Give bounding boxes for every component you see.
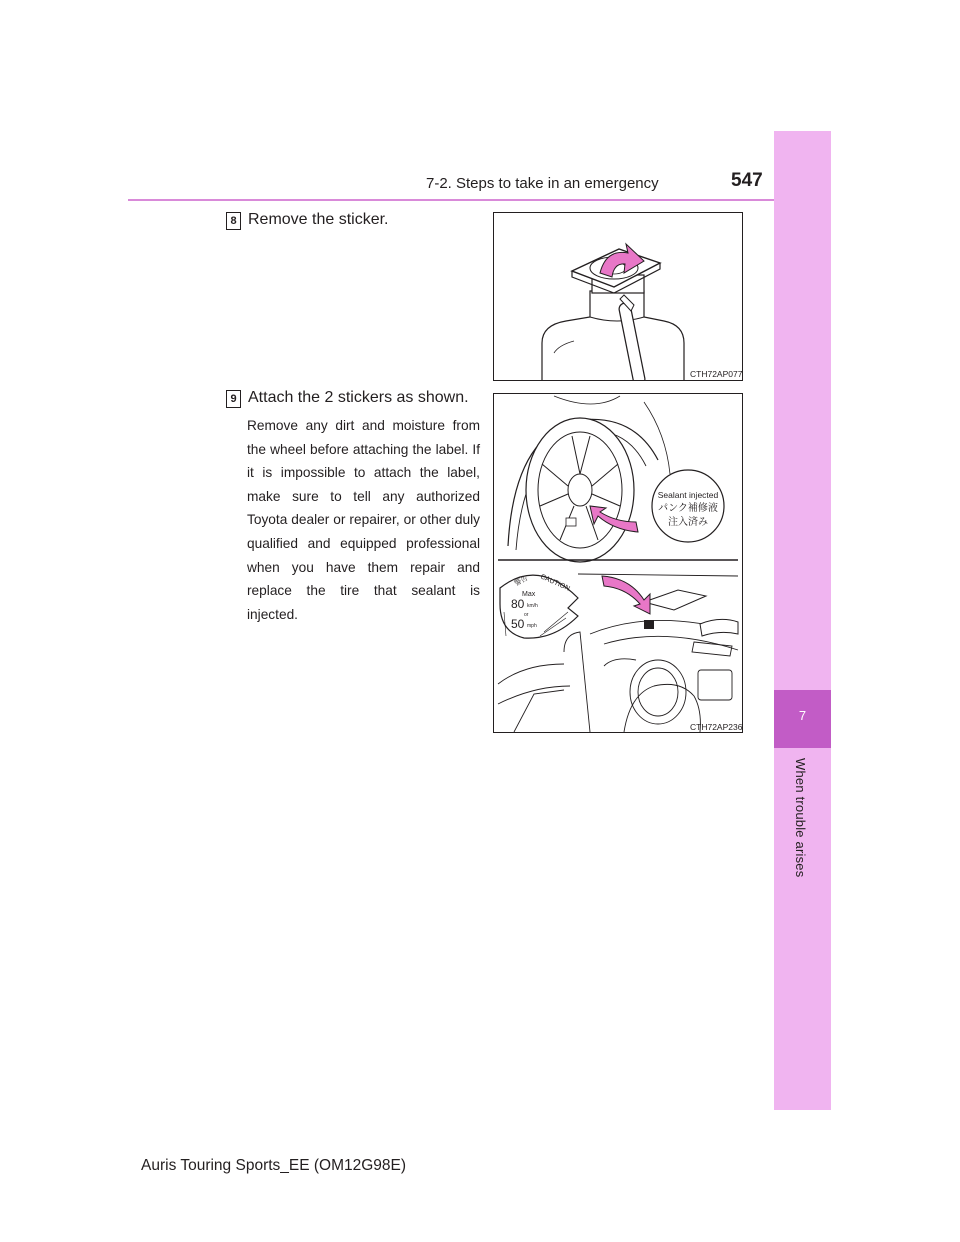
header-rule [128,199,831,201]
footer-model-text: Auris Touring Sports_EE (OM12G98E) [141,1157,407,1174]
dash-sticker-or: or [524,612,529,618]
step-body-9: Remove any dirt and moisture from the wheel before attaching the label. If it is impossible to attach the label, make sure to tell any authorized Toyota dealer or repairer, or other duly qualified and equipped professional when you have them repair and replace the tire that sealant is injected. [247,418,480,622]
sealant-bottle-illustration [494,213,742,380]
figure-remove-sticker [493,212,743,381]
wheel-sticker-en: Sealant injected [657,490,719,500]
dash-sticker-max: Max [522,591,536,598]
dash-sticker-warn: 警告 [513,574,530,588]
page-number: 547 [731,170,763,191]
figure-code: CTH72AP236 [690,722,743,732]
chapter-number: 7 [798,708,807,723]
dash-sticker-kmh: 80 [511,597,525,611]
dash-sticker-mph: 50 [511,617,525,631]
step-badge-9: 9 [226,390,241,408]
figure-code: CTH72AP077 [690,369,743,379]
dash-sticker-mph-unit: mph [527,623,537,629]
step-badge-8: 8 [226,212,241,230]
dash-sticker-kmh-unit: km/h [527,603,538,609]
step-heading-8: Remove the sticker. [248,211,389,228]
wheel-sticker-jp2: 注入済み [668,517,708,528]
step-heading-9: Attach the 2 stickers as shown. [248,389,469,406]
wheel-sticker-jp1: パンク補修液 [658,503,718,514]
chapter-title: When trouble arises [793,758,808,878]
figure-attach-stickers [493,393,743,733]
dash-sticker-caution: CAUTION [539,573,571,593]
chapter-tab-strip [774,131,831,1110]
wheel-and-dashboard-illustration [494,394,742,732]
header-section-title: 7-2. Steps to take in an emergency [426,175,659,192]
